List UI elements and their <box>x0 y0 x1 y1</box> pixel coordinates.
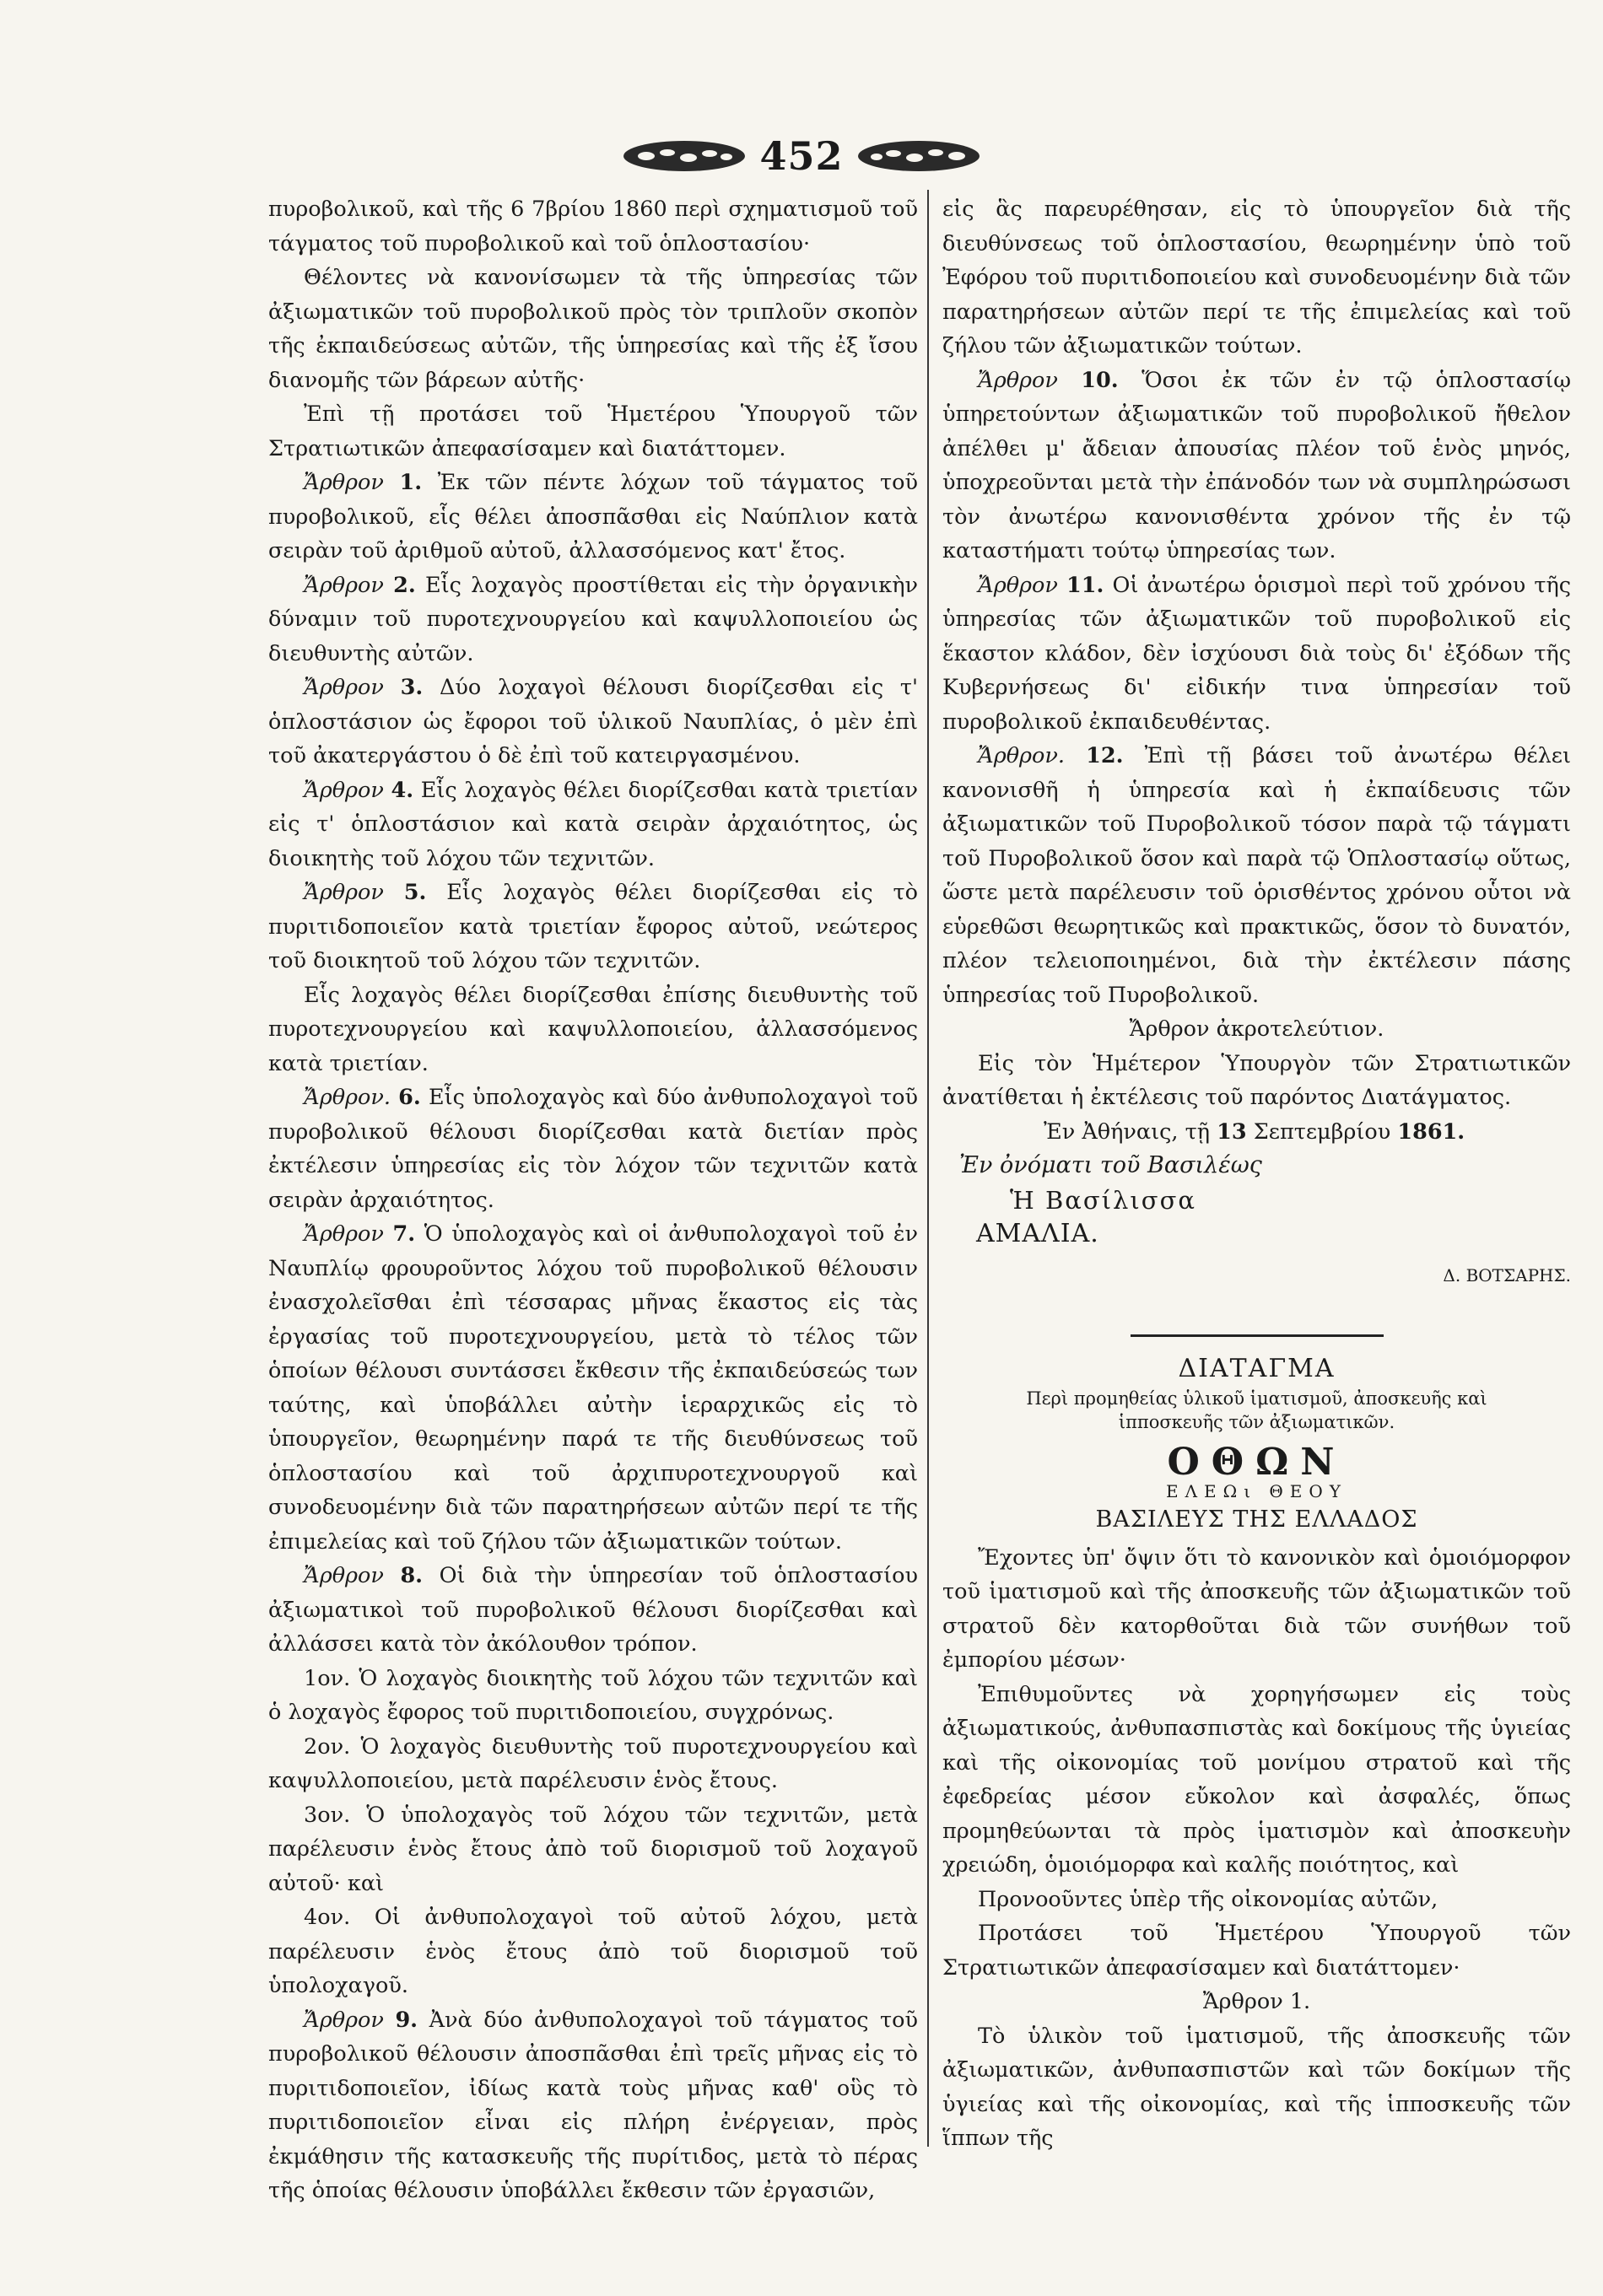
article-keyword: Ἄρθρον <box>304 2007 384 2033</box>
paragraph <box>268 978 918 1081</box>
article <box>268 1081 918 1217</box>
article-number: 8. <box>400 1563 424 1588</box>
item-text: Ὁ λοχαγὸς διοικητὴς τοῦ λόχου τῶν τεχνιτῶν καὶ ὁ λοχαγὸς ἔφορος τοῦ πυριτιδοποιείου, συγχρόνως. <box>268 1665 918 1725</box>
item-number: 4ον. <box>304 1905 351 1930</box>
item-number: 1ον. <box>304 1665 351 1691</box>
article-text: Ὅσοι ἐκ τῶν ἐν τῷ ὁπλοστασίῳ ὑπηρετούντων ἀξιωματικῶν τοῦ πυροβολικοῦ ἤθελον ἀπέλθει μ' ἄδειαν ἀπουσίας πλέον τοῦ ἑνὸς μηνός, ὑποχρεοῦνται μετὰ τὴν ἐπάνοδόν των νὰ συμπληρώσωσι τὸν ἀνωτέρω κανονισθέντα χρόνον τῆς ἐν τῷ καταστήματι τούτῳ ὑπηρεσίας των. <box>942 367 1571 563</box>
article <box>942 364 1571 569</box>
article-number: 3. <box>400 675 424 700</box>
article <box>268 569 918 671</box>
article-heading: Ἄρθρον 1. <box>1202 1989 1311 2014</box>
article-text: Ἀνὰ δύο ἀνθυπολοχαγοὶ τοῦ τάγματος τοῦ πυροβολικοῦ θέλουσιν ἀποσπᾶσθαι ἐπὶ τρεῖς μῆνας εἰς τὸ πυριτιδοποιεῖον, ἰδίως κατὰ τοὺς μῆνας καθ' οὓς τὸ πυριτιδοποιεῖον εἶναι εἰς πλήρη ἐνέργειαν, πρὸς ἐκμάθησιν τῆς κατασκευῆς τῆς πυρίτιδος, μετὰ τὸ πέρας τῆς ὁποίας θέλουσιν ὑποβάλλει ἔκθεσιν τῶν ἐργασιῶν, <box>268 2007 919 2203</box>
date-day: 13 <box>1217 1118 1247 1145</box>
paragraph <box>942 192 1571 364</box>
article-keyword: Ἄρθρον <box>304 1221 384 1247</box>
article-text: Ὁ ὑπολοχαγὸς καὶ οἱ ἀνθυπολοχαγοὶ τοῦ ἐν Ναυπλίῳ φρουροῦντος λόχου τοῦ πυροβολικοῦ θέλουσιν ἐνασχολεῖσθαι ἐπὶ τέσσαρας μῆνας ἕκαστος εἰς τὰς ἐργασίας τοῦ πυροτεχνουργείου, μετὰ τὸ τέλος τῶν ὁποίων θέλουσι συντάσσει ἔκθεσιν τῆς ἐκπαιδεύσεώς των ταύτης, καὶ ὑποβάλλει αὐτὴν ἱεραρχικῶς εἰς τὸ ὑπουργεῖον, θεωρημένην παρά τε τῆς διευθύνσεως τοῦ ὁπλοστασίου καὶ τοῦ ἀρχιπυροτεχνουργοῦ καὶ συνοδευομένην διὰ τῶν παρατηρήσεων αὐτῶν περί τε τῆς ἐπιμελείας καὶ τοῦ ζήλου τῶν ἀξιωματικῶν τούτων. <box>268 1221 919 1555</box>
page-header <box>0 127 1603 186</box>
article-keyword: Ἄρθρον <box>978 367 1058 393</box>
item-number: 3ον. <box>304 1802 351 1828</box>
article <box>268 773 918 876</box>
list-item <box>268 1730 918 1798</box>
left-ornament-icon <box>621 137 748 175</box>
article-text: Τὸ ὑλικὸν τοῦ ἱματισμοῦ, τῆς ἀποσκευῆς τῶν ἀξιωματικῶν, ἀνθυπασπιστῶν καὶ τῶν δοκίμων τῆς ὑγιείας καὶ τῆς οἰκονομίας, καὶ τῆς ἱπποσκευῆς τῶν ἵππων τῆς <box>942 2023 1571 2151</box>
minister-signature: Δ. ΒΟΤΣΑΡΗΣ. <box>1443 1264 1571 1285</box>
article-keyword: Ἄρθρον <box>304 675 384 700</box>
right-column <box>942 192 1571 2156</box>
paragraph: Ἔχοντες ὑπ' ὄψιν ὅτι τὸ κανονικὸν καὶ ὁμοιόμορφον τοῦ ἱματισμοῦ καὶ τῆς ἀποσκευῆς τῶν ἀξιωματικῶν τοῦ στρατοῦ δὲν κατορθοῦται διὰ τῶν συνήθων τοῦ ἐμπορίου μέσων· <box>942 1544 1571 1673</box>
article <box>268 2003 918 2208</box>
paragraph-text: Ἐπὶ τῇ προτάσει τοῦ Ἡμετέρου Ὑπουργοῦ τῶν Στρατιωτικῶν ἀπεφασίσαμεν καὶ διατάττομεν. <box>268 402 918 461</box>
article-number: 4. <box>391 777 414 803</box>
article-number: 7. <box>392 1221 416 1247</box>
article-keyword: Ἄρθρον <box>978 572 1058 598</box>
date-month: Σεπτεμβρίου <box>1253 1118 1391 1145</box>
list-item <box>268 1900 918 2003</box>
article-text: Εἷς λοχαγὸς θέλει διορίζεσθαι κατὰ τριετίαν εἰς τ' ὁπλοστάσιον καὶ κατὰ σειρὰν ἀρχαιότητος, ὡς διοικητὴς τοῦ λόχου τῶν τεχνιτῶν. <box>268 777 918 871</box>
king-title: ΒΑΣΙΛΕΥΣ ΤΗΣ ΕΛΛΑΔΟΣ <box>1095 1506 1418 1533</box>
signature-preamble: Ἐν ὀνόματι τοῦ Βασιλέως <box>959 1152 1262 1178</box>
article-text: Εἷς λοχαγὸς θέλει διορίζεσθαι εἰς τὸ πυριτιδοποιεῖον κατὰ τριετίαν ἔφορος αὐτοῦ, νεώτερος τοῦ διοικητοῦ τοῦ λόχου τῶν τεχνιτῶν. <box>268 880 919 973</box>
article-text: Ἐκ τῶν πέντε λόχων τοῦ τάγματος τοῦ πυροβολικοῦ, εἷς θέλει ἀποσπᾶσθαι εἰς Ναύπλιον κατὰ σειρὰν τοῦ ἀριθμοῦ αὐτοῦ, ἀλλασσόμενος κατ' ἔτος. <box>268 470 919 563</box>
article-number: 5. <box>403 880 427 905</box>
article-keyword: Ἄρθρον <box>304 1563 384 1588</box>
paragraph-text: πυροβολικοῦ, καὶ τῆς 6 7βρίου 1860 περὶ σχηματισμοῦ τοῦ τάγματος τοῦ πυροβολικοῦ καὶ τοῦ ὁπλοστασίου· <box>268 197 918 256</box>
list-item <box>268 1662 918 1730</box>
paragraph-text: εἰς ἃς παρευρέθησαν, εἰς τὸ ὑπουργεῖον διὰ τῆς διευθύνσεως τοῦ ὁπλοστασίου, θεωρημένην ὑπὸ τοῦ Ἐφόρου τοῦ πυριτιδοποιείου καὶ συνοδευομένην διὰ τῶν παρατηρήσεων αὐτῶν περί τε τῆς ἐπιμελείας καὶ τοῦ ζήλου τῶν ἀξιωματικῶν τούτων. <box>942 197 1571 358</box>
article-keyword: Ἄρθρον <box>304 572 384 598</box>
left-column <box>268 192 918 2208</box>
article-number: 10. <box>1081 367 1119 393</box>
article-keyword: Ἄρθρον. <box>978 743 1066 768</box>
article-number: 2. <box>393 572 416 598</box>
item-text: Ὁ λοχαγὸς διευθυντὴς τοῦ πυροτεχνουργείου καὶ καψυλλοποιείου, μετὰ παρέλευσιν ἑνὸς ἔτους. <box>268 1733 919 1793</box>
article <box>268 466 918 569</box>
paragraph <box>268 192 918 261</box>
list-item <box>268 1798 918 1901</box>
decree-subtitle: Περὶ προμηθείας ὑλικοῦ ἱματισμοῦ, ἀποσκευῆς καὶ ἱπποσκευῆς τῶν ἀξιωματικῶν. <box>1026 1388 1487 1432</box>
article-keyword: Ἄρθρον. <box>304 1085 391 1110</box>
article-number: 11. <box>1066 572 1104 598</box>
article-text: Εἷς ὑπολοχαγὸς καὶ δύο ἀνθυπολοχαγοὶ τοῦ πυροβολικοῦ θέλουσι διορίζεσθαι κατὰ διετίαν πρὸς ἐκτέλεσιν ὑπηρεσίας εἰς τὸν λόχον τῶν τεχνιτῶν κατὰ σειρὰν ἀρχαιότητος. <box>268 1085 919 1213</box>
date-line <box>942 1115 1571 1150</box>
paragraph <box>268 397 918 466</box>
signature-name: ΑΜΑΛΙΑ. <box>976 1219 1099 1248</box>
article-keyword: Ἄρθρον <box>304 880 384 905</box>
decree-title: ΔΙΑΤΑΓΜΑ <box>1178 1354 1336 1383</box>
date-year: 1861. <box>1397 1118 1465 1145</box>
article-text: Εἷς λοχαγὸς προστίθεται εἰς τὴν ὀργανικὴν δύναμιν τοῦ πυροτεχνουργείου καὶ καψυλλοποιείου ὡς διευθυντὴς αὐτῶν. <box>268 572 918 666</box>
signature-title: Ἡ Βασίλισσα <box>1010 1185 1196 1215</box>
paragraph: Προνοοῦντες ὑπὲρ τῆς οἰκονομίας αὐτῶν, <box>978 1886 1438 1912</box>
item-text: Οἱ ἀνθυπολοχαγοὶ τοῦ αὐτοῦ λόχου, μετὰ παρέλευσιν ἑνὸς ἔτους ἀπὸ τοῦ διορισμοῦ τοῦ ὑπολοχαγοῦ. <box>268 1905 919 1998</box>
by-grace-of-god: ΕΛΕΩι ΘΕΟΥ <box>1165 1481 1348 1501</box>
final-article-heading: Ἄρθρον ἀκροτελεύτιον. <box>1129 1016 1384 1042</box>
article <box>942 739 1571 1012</box>
final-article-text: Εἰς τὸν Ἡμέτερον Ὑπουργὸν τῶν Στρατιωτικῶν ἀνατίθεται ἡ ἐκτέλεσις τοῦ παρόντος Διατάγματος. <box>942 1050 1571 1110</box>
article-keyword: Ἄρθρον <box>304 777 384 803</box>
king-name: ΟΘΩΝ <box>1167 1440 1347 1484</box>
paragraph: Ἐπιθυμοῦντες νὰ χορηγήσωμεν εἰς τοὺς ἀξιωματικούς, ἀνθυπασπιστὰς καὶ δοκίμους τῆς ὑγιείας καὶ τῆς οἰκονομίας τοῦ μονίμου στρατοῦ καὶ τῆς ἐφεδρείας μέσον εὔκολον καὶ ἀσφαλές, ὅπως προμηθεύωνται τὰ πρὸς ἱματισμὸν καὶ ἀποσκευὴν χρειώδη, ὁμοιόμορφα καὶ καλῆς ποιότητος, καὶ <box>942 1681 1571 1878</box>
paragraph <box>268 261 918 397</box>
article-number: 1. <box>399 470 423 495</box>
article-number: 6. <box>398 1085 421 1110</box>
article-text: Οἱ ἀνωτέρω ὁρισμοὶ περὶ τοῦ χρόνου τῆς ὑπηρεσίας τῶν ἀξιωματικῶν τοῦ πυροβολικοῦ εἰς ἕκαστον κλάδον, δὲν ἰσχύουσι διὰ τοὺς δι' ἐξόδων τῆς Κυβερνήσεως δι' εἰδικήν τινα ὑπηρεσίαν τοῦ πυροβολικοῦ ἐκπαιδευθέντας. <box>942 572 1572 735</box>
item-number: 2ον. <box>304 1733 351 1760</box>
date-prefix: Ἐν Ἀθήναις, τῇ <box>1044 1118 1211 1145</box>
column-divider <box>927 190 929 2147</box>
section-divider <box>1131 1334 1384 1337</box>
article <box>268 671 918 773</box>
article-keyword: Ἄρθρον <box>304 470 384 495</box>
article-number: 12. <box>1086 743 1124 768</box>
article-text: Ἐπὶ τῇ βάσει τοῦ ἀνωτέρω θέλει κανονισθῆ ἡ ὑπηρεσία καὶ ἡ ἐκπαίδευσις τῶν ἀξιωματικῶν τοῦ Πυροβολικοῦ τόσον παρὰ τῷ τάγματι τοῦ Πυροβολικοῦ ὅσον καὶ παρὰ τῷ Ὁπλοστασίῳ οὕτως, ὥστε μετὰ παρέλευσιν τοῦ ὁρισθέντος χρόνου οὗτοι νὰ εὑρεθῶσι θεωρητικῶς καὶ πρακτικῶς, ὅσον τὸ δυνατόν, πλέον τελειοποιημένοι, διὰ τὴν ἐκτέλεσιν πάσης ὑπηρεσίας τοῦ Πυροβολικοῦ. <box>942 743 1572 1008</box>
paragraph: Προτάσει τοῦ Ἡμετέρου Ὑπουργοῦ τῶν Στρατιωτικῶν ἀπεφασίσαμεν καὶ διατάττομεν· <box>942 1921 1571 1981</box>
item-text: Ὁ ὑπολοχαγὸς τοῦ λόχου τῶν τεχνιτῶν, μετὰ παρέλευσιν ἑνὸς ἔτους ἀπὸ τοῦ διορισμοῦ τοῦ λοχαγοῦ αὐτοῦ· καὶ <box>268 1802 919 1896</box>
paragraph-text: Εἷς λοχαγὸς θέλει διορίζεσθαι ἐπίσης διευθυντὴς τοῦ πυροτεχνουργείου καὶ καψυλλοποιείου, ἀλλασσόμενος κατὰ τριετίαν. <box>268 982 918 1076</box>
article-text: Δύο λοχαγοὶ θέλουσι διορίζεσθαι εἰς τ' ὁπλοστάσιον ὡς ἔφοροι τοῦ ὑλικοῦ Ναυπλίας, ὁ μὲν ἐπὶ τοῦ ἀκατεργάστου ὁ δὲ ἐπὶ τοῦ κατειργασμένου. <box>268 675 918 768</box>
right-ornament-icon <box>855 137 982 175</box>
paragraph-text: Θέλοντες νὰ κανονίσωμεν τὰ τῆς ὑπηρεσίας τῶν ἀξιωματικῶν τοῦ πυροβολικοῦ πρὸς τὸν τριπλοῦν σκοπὸν τῆς ἐκπαιδεύσεως αὐτῶν, τῆς ὑπηρεσίας καὶ τῆς ἐξ ἴσου διανομῆς τῶν βάρεων αὐτῆς· <box>268 265 918 393</box>
article <box>268 876 918 978</box>
article <box>942 569 1571 740</box>
article <box>268 1217 918 1559</box>
page-number: 452 <box>759 133 844 179</box>
article-text: Οἱ διὰ τὴν ὑπηρεσίαν τοῦ ὁπλοστασίου ἀξιωματικοὶ τοῦ πυροβολικοῦ θέλουσι διορίζεσθαι καὶ ἀλλάσσει κατὰ τὸν ἀκόλουθον τρόπον. <box>268 1563 919 1657</box>
article <box>268 1559 918 1662</box>
article-number: 9. <box>395 2007 418 2033</box>
